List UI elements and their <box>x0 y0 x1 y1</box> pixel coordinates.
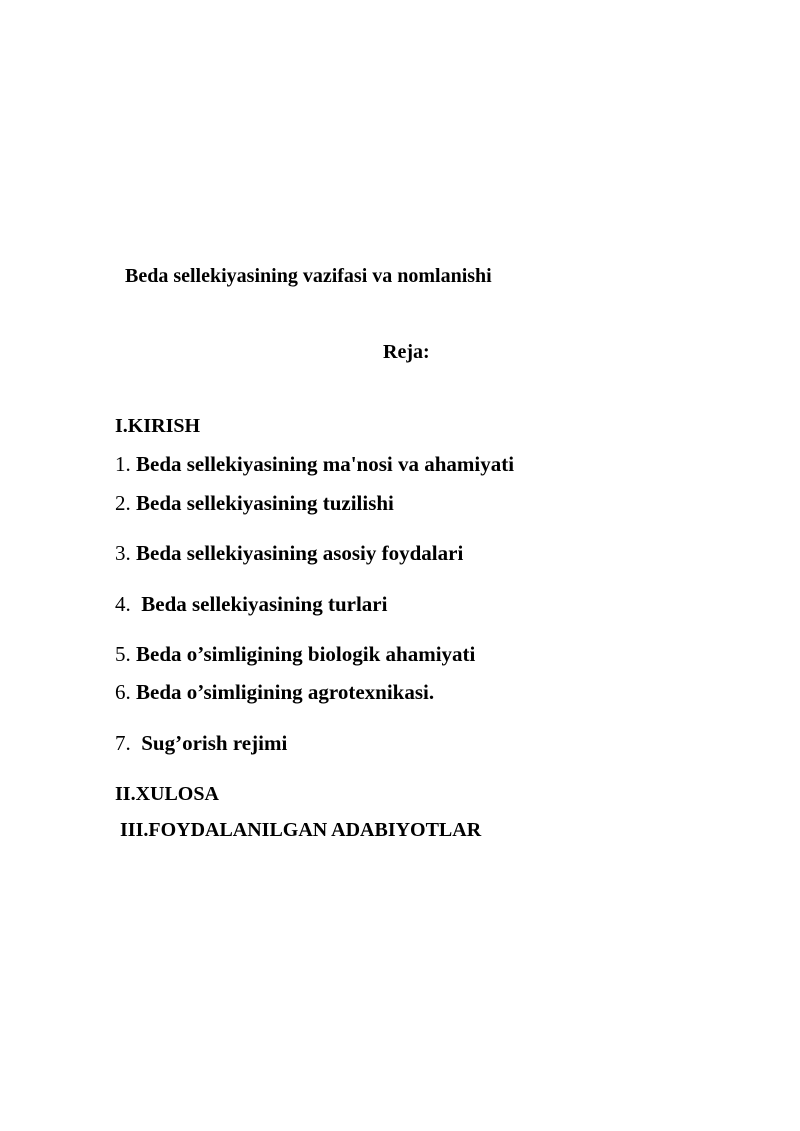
plan-item-5 <box>115 644 475 665</box>
plan-item-text: Beda o’simligining agrotexnikasi. <box>130 680 435 704</box>
plan-item-4 <box>115 594 387 615</box>
plan-item-text: Beda sellekiyasining turlari <box>130 592 388 616</box>
references-heading: III.FOYDALANILGAN ADABIYOTLAR <box>115 819 482 841</box>
intro-heading: I.KIRISH <box>115 415 201 437</box>
plan-item-number: 5. <box>115 642 131 666</box>
plan-item-1 <box>115 454 514 475</box>
plan-item-text: Beda sellekiyasining tuzilishi <box>130 491 394 515</box>
plan-item-number: 3. <box>115 541 131 565</box>
document-title: Beda sellekiyasining vazifasi va nomlanishi <box>125 265 492 287</box>
plan-item-text: Beda sellekiyasining asosiy foydalari <box>130 541 464 565</box>
plan-item-number: 7. <box>115 731 131 755</box>
plan-item-text: Beda o’simligining biologik ahamiyati <box>130 642 476 666</box>
plan-item-number: 4. <box>115 592 131 616</box>
plan-item-7 <box>115 733 287 754</box>
plan-item-text: Sug’orish rejimi <box>130 731 288 755</box>
plan-label: Reja: <box>383 341 430 363</box>
plan-item-2 <box>115 493 394 514</box>
conclusion-heading: II.XULOSA <box>115 783 219 805</box>
plan-item-number: 6. <box>115 680 131 704</box>
plan-item-6 <box>115 682 434 703</box>
plan-item-3 <box>115 543 463 564</box>
plan-item-text: Beda sellekiyasining ma'nosi va ahamiyati <box>130 452 515 476</box>
plan-item-number: 1. <box>115 452 131 476</box>
plan-item-number: 2. <box>115 491 131 515</box>
